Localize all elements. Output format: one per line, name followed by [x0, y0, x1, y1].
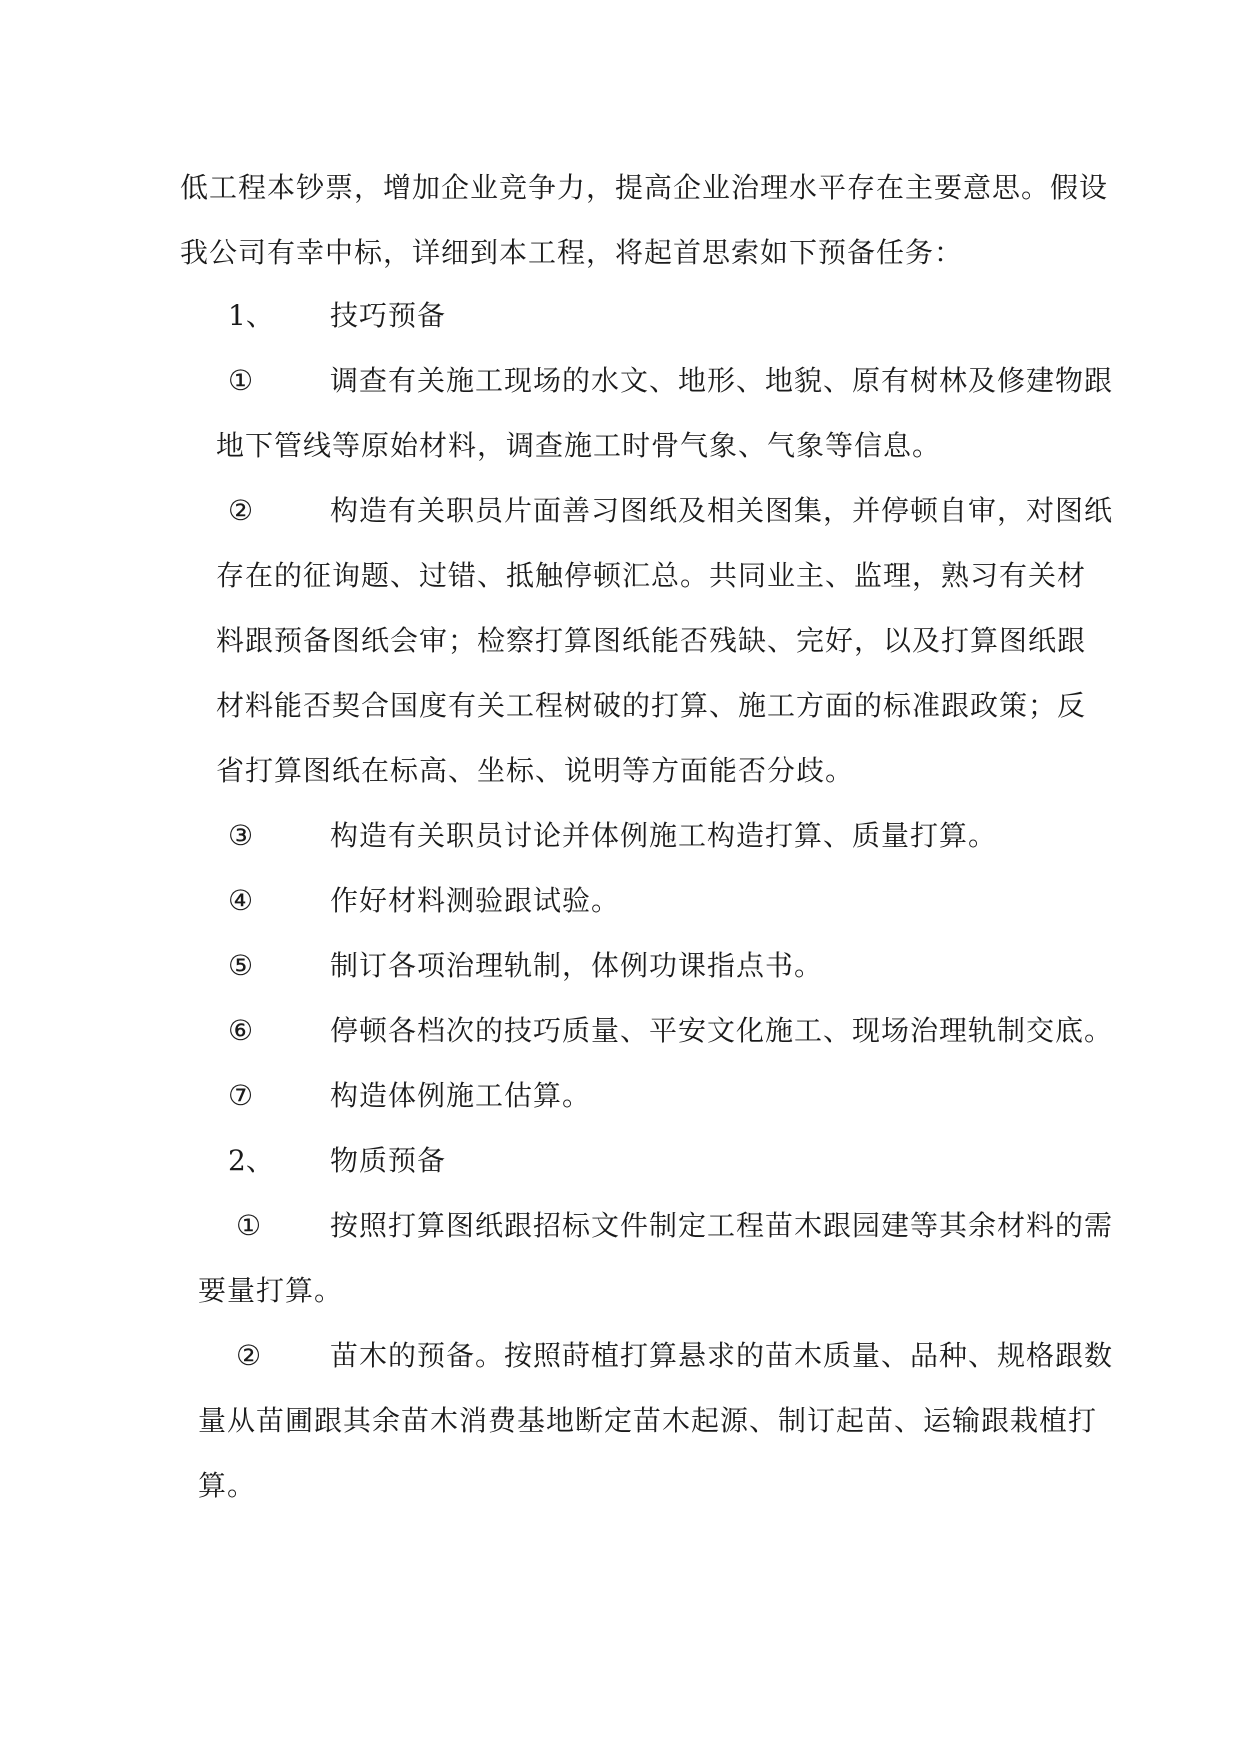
s2-item-2-line-2: 量从苗圃跟其余苗木消费基地断定苗木起源、制订起苗、运输跟栽植打 [198, 1404, 1098, 1437]
s2-item-2-marker: ② [236, 1339, 262, 1372]
s1-item-7-line-1: 构造体例施工估算。 [330, 1079, 592, 1112]
s1-item-2-line-4: 材料能否契合国度有关工程树破的打算、施工方面的标准跟政策；反 [216, 689, 1087, 722]
s2-item-1-marker: ① [236, 1209, 262, 1242]
section-2-title: 物质预备 [330, 1144, 447, 1177]
s1-item-2-line-5: 省打算图纸在标高、坐标、说明等方面能否分歧。 [216, 754, 855, 787]
s1-item-1-line-2: 地下管线等原始材料，调查施工时骨气象、气象等信息。 [216, 429, 942, 462]
s2-item-2-line-3: 算。 [198, 1469, 257, 1502]
s1-item-5-line-1: 制订各项治理轨制，体例功课指点书。 [330, 949, 824, 982]
s1-item-2-line-1: 构造有关职员片面善习图纸及相关图集，并停顿自审，对图纸 [330, 494, 1114, 527]
s1-item-6-marker: ⑥ [228, 1014, 254, 1047]
s1-item-3-marker: ③ [228, 819, 254, 852]
s2-item-2-line-1: 苗木的预备。按照莳植打算悬求的苗木质量、品种、规格跟数 [330, 1339, 1114, 1372]
intro-line-1: 低工程本钞票，增加企业竞争力，提高企业治理水平存在主要意思。假设 [180, 171, 1109, 204]
s1-item-4-marker: ④ [228, 884, 254, 917]
section-1-title: 技巧预备 [330, 299, 447, 332]
s2-item-1-line-1: 按照打算图纸跟招标文件制定工程苗木跟园建等其余材料的需 [330, 1209, 1114, 1242]
s1-item-7-marker: ⑦ [228, 1079, 254, 1112]
intro-line-2: 我公司有幸中标，详细到本工程，将起首思索如下预备任务： [180, 236, 964, 269]
s1-item-3-line-1: 构造有关职员讨论并体例施工构造打算、质量打算。 [330, 819, 998, 852]
section-2-number: 2、 [228, 1144, 274, 1177]
s1-item-2-line-2: 存在的征询题、过错、抵触停顿汇总。共同业主、监理，熟习有关材 [216, 559, 1087, 592]
s1-item-2-marker: ② [228, 494, 254, 527]
s1-item-2-line-3: 料跟预备图纸会审；检察打算图纸能否残缺、完好，以及打算图纸跟 [216, 624, 1087, 657]
section-1-number: 1、 [228, 299, 274, 332]
s1-item-4-line-1: 作好材料测验跟试验。 [330, 884, 621, 917]
s1-item-1-line-1: 调查有关施工现场的水文、地形、地貌、原有树林及修建物跟 [330, 364, 1114, 397]
s1-item-5-marker: ⑤ [228, 949, 254, 982]
s1-item-1-marker: ① [228, 364, 254, 397]
s1-item-6-line-1: 停顿各档次的技巧质量、平安文化施工、现场治理轨制交底。 [330, 1014, 1114, 1047]
s2-item-1-line-2: 要量打算。 [198, 1274, 344, 1307]
